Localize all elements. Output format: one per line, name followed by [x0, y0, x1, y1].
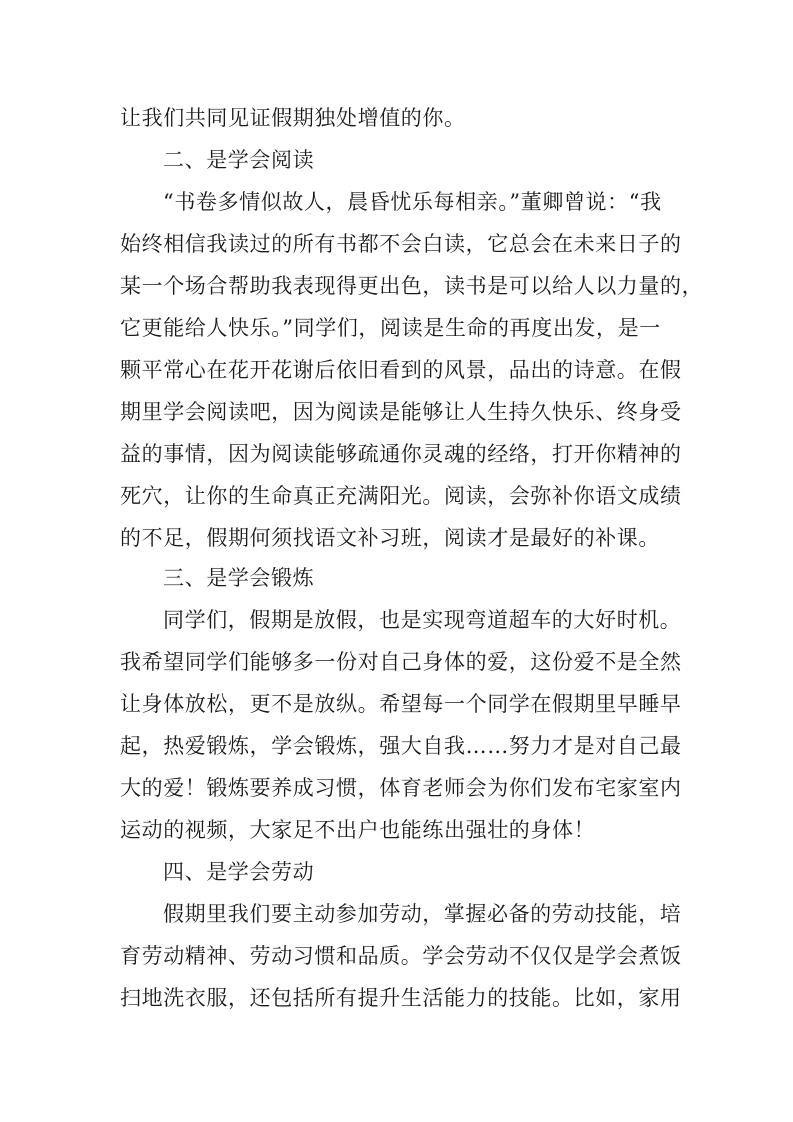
body-text-line: “书卷多情似故人，晨昏忧乐每相亲。”董卿曾说：“我 [163, 190, 662, 214]
body-text-line: 同学们，假期是放假，也是实现弯道超车的大好时机。 [163, 608, 682, 632]
section-heading-reading: 二、是学会阅读 [163, 148, 315, 172]
body-text-line: 某一个场合帮助我表现得更出色，读书是可以给人以力量的， [120, 274, 704, 298]
body-text-line: 让身体放松，更不是放纵。希望每一个同学在假期里早睡早 [120, 692, 682, 716]
body-text-line: 起，热爱锻炼，学会锻炼，强大自我……努力才是对自己最 [120, 734, 682, 758]
body-text-line: 期里学会阅读吧，因为阅读是能够让人生持久快乐、终身受 [120, 400, 682, 424]
section-heading-labor: 四、是学会劳动 [163, 860, 315, 884]
body-text-line: 死穴，让你的生命真正充满阳光。阅读，会弥补你语文成绩 [120, 484, 682, 508]
section-heading-exercise: 三、是学会锻炼 [163, 566, 315, 590]
body-text-line: 益的事情，因为阅读能够疏通你灵魂的经络，打开你精神的 [120, 442, 682, 466]
body-text-line: 让我们共同见证假期独处增值的你。 [120, 106, 466, 130]
body-text-line: 的不足，假期何须找语文补习班，阅读才是最好的补课。 [120, 526, 660, 550]
body-text-line: 颗平常心在花开花谢后依旧看到的风景，品出的诗意。在假 [120, 358, 682, 382]
body-text-line: 大的爱！锻炼要养成习惯，体育老师会为你们发布宅家室内 [120, 776, 682, 800]
body-text-line: 扫地洗衣服，还包括所有提升生活能力的技能。比如，家用 [120, 986, 682, 1010]
body-text-line: 它更能给人快乐。”同学们，阅读是生命的再度出发，是一 [120, 316, 661, 340]
body-text-line: 始终相信我读过的所有书都不会白读，它总会在未来日子的 [120, 232, 682, 256]
body-text-line: 运动的视频，大家足不出户也能练出强壮的身体！ [120, 818, 596, 842]
body-text-line: 假期里我们要主动参加劳动，掌握必备的劳动技能，培 [163, 902, 682, 926]
body-text-line: 我希望同学们能够多一份对自己身体的爱，这份爱不是全然 [120, 650, 682, 674]
body-text-line: 育劳动精神、劳动习惯和品质。学会劳动不仅仅是学会煮饭 [120, 944, 682, 968]
